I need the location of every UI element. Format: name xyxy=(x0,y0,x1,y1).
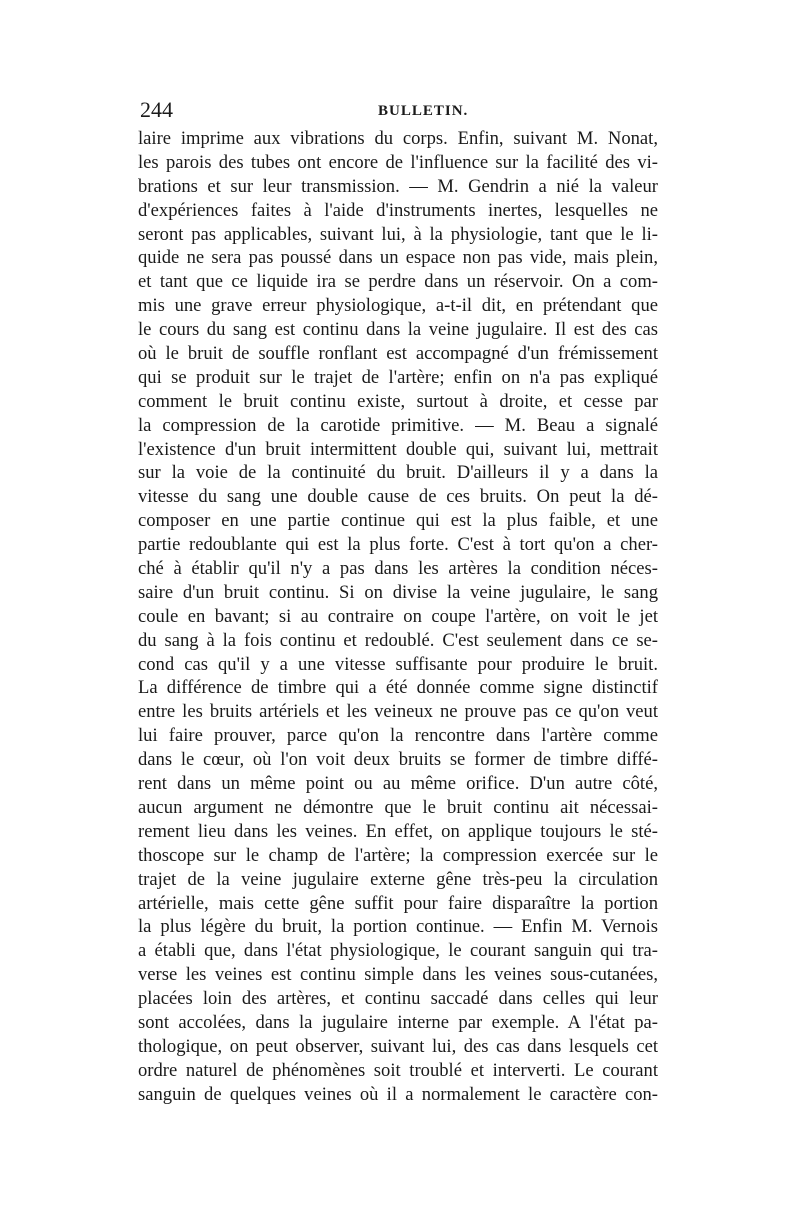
text-line: sont accolées, dans la jugulaire interne par exemple. A l'état pa- xyxy=(138,1011,658,1033)
text-line: aucun argument ne démontre que le bruit continu ait nécessai- xyxy=(138,796,658,818)
text-line: la compression de la carotide primitive. — M. Beau a signalé xyxy=(138,414,658,436)
page-number: 244 xyxy=(140,97,173,122)
text-line: vitesse du sang une double cause de ces bruits. On peut la dé- xyxy=(138,486,658,508)
text-line: du sang à la fois continu et redoublé. C'est seulement dans ce se- xyxy=(138,629,658,651)
text-line: cond cas qu'il y a une vitesse suffisante pour produire le bruit. xyxy=(138,653,658,675)
text-line: qui se produit sur le trajet de l'artère; enfin on n'a pas expliqué xyxy=(138,366,658,388)
text-line: seront pas applicables, suivant lui, à la physiologie, tant que le li- xyxy=(138,223,658,245)
body-text xyxy=(138,127,658,1107)
text-line: verse les veines est continu simple dans les veines sous-cutanées, xyxy=(138,964,658,986)
text-line: composer en une partie continue qui est la plus faible, et une xyxy=(138,510,658,532)
text-line: quide ne sera pas poussé dans un espace non pas vide, mais plein, xyxy=(138,247,658,269)
text-line: mis une grave erreur physiologique, a-t-il dit, en prétendant que xyxy=(138,295,658,317)
text-line: sanguin de quelques veines où il a normalement le caractère con- xyxy=(138,1083,658,1105)
text-line: ordre naturel de phénomènes soit troublé et interverti. Le courant xyxy=(138,1059,658,1081)
text-line: coule en bavant; si au contraire on coupe l'artère, on voit le jet xyxy=(138,605,658,627)
text-line: a établi que, dans l'état physiologique, le courant sanguin qui tra- xyxy=(138,940,658,962)
text-line: les parois des tubes ont encore de l'influence sur la facilité des vi- xyxy=(138,151,658,173)
running-head: BULLETIN. xyxy=(378,103,469,119)
text-line: trajet de la veine jugulaire externe gêne très-peu la circulation xyxy=(138,868,658,890)
text-line: artérielle, mais cette gêne suffit pour faire disparaître la portion xyxy=(138,892,658,914)
text-line: d'expériences faites à l'aide d'instruments inertes, lesquelles ne xyxy=(138,199,658,221)
text-line: comment le bruit continu existe, surtout à droite, et cesse par xyxy=(138,390,658,412)
text-line: rent dans un même point ou au même orifice. D'un autre côté, xyxy=(138,773,658,795)
text-line: entre les bruits artériels et les veineux ne prouve pas ce qu'on veut xyxy=(138,701,658,723)
text-line: le cours du sang est continu dans la veine jugulaire. Il est des cas xyxy=(138,319,658,341)
text-line: partie redoublante qui est la plus forte. C'est à tort qu'on a cher- xyxy=(138,534,658,556)
text-line: et tant que ce liquide ira se perdre dans un réservoir. On a com- xyxy=(138,271,658,293)
text-line: sur la voie de la continuité du bruit. D'ailleurs il y a dans la xyxy=(138,462,658,484)
text-line: thologique, on peut observer, suivant lui, des cas dans lesquels cet xyxy=(138,1035,658,1057)
text-line: brations et sur leur transmission. — M. Gendrin a nié la valeur xyxy=(138,175,658,197)
text-line: laire imprime aux vibrations du corps. Enfin, suivant M. Nonat, xyxy=(138,128,658,149)
text-line: saire d'un bruit continu. Si on divise la veine jugulaire, le sang xyxy=(138,581,658,603)
text-line: la plus légère du bruit, la portion continue. — Enfin M. Vernois xyxy=(138,916,658,938)
text-line: ché à établir qu'il n'y a pas dans les artères la condition néces- xyxy=(138,558,658,580)
text-line: La différence de timbre qui a été donnée comme signe distinctif xyxy=(138,677,658,699)
text-line: où le bruit de souffle ronflant est accompagné d'un frémissement xyxy=(138,343,658,365)
text-line: rement lieu dans les veines. En effet, on applique toujours le sté- xyxy=(138,820,658,842)
text-line: lui faire prouver, parce qu'on la rencontre dans l'artère comme xyxy=(138,725,658,747)
text-line: l'existence d'un bruit intermittent double qui, suivant lui, mettrait xyxy=(138,438,658,460)
page-header xyxy=(140,97,660,123)
text-line: dans le cœur, où l'on voit deux bruits se former de timbre diffé- xyxy=(138,749,658,771)
text-line: placées loin des artères, et continu saccadé dans celles qui leur xyxy=(138,988,658,1010)
text-line: thoscope sur le champ de l'artère; la compression exercée sur le xyxy=(138,844,658,866)
